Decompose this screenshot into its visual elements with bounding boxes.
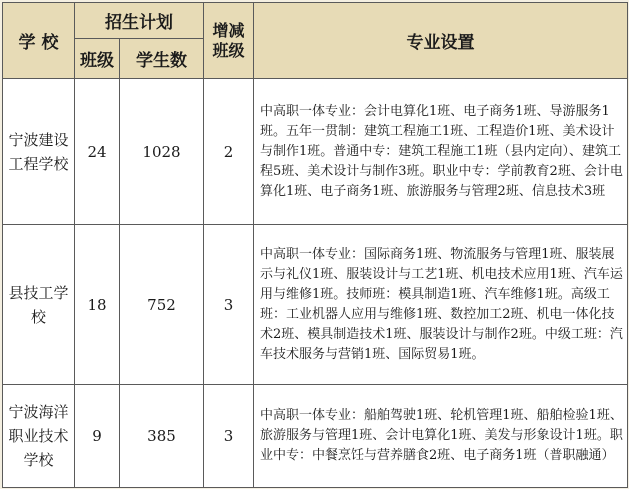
table-row [3,79,628,225]
major-list: 中高职一体专业：国际商务1班、物流服务与管理1班、服装展示与礼仪1班、服装设计与工艺1班、机电技术应用1班、汽车运用与维修1班。技师班：模具制造1班、汽车维修1班。高级工班：工业机器人应用与维修1班、数控加工2班、机电一体化技术2班、模具制造技术1班、服装设计与制作2班。中级工班：汽车技术服务与营销1班、国际贸易1班。 [254,225,628,385]
header-change-line2: 班级 [212,40,245,60]
major-list: 中高职一体专业：会计电算化1班、电子商务1班、导游服务1班。五年一贯制：建筑工程施工1班、工程造价1班、美术设计与制作1班。普通中专：建筑工程施工1班（县内定向）、建筑工程5班、美术设计与制作3班。职业中专：学前教育2班、会计电算化1班、电子商务1班、旅游服务与管理2班、信息技术3班 [254,79,628,225]
table-row [3,225,628,385]
school-name: 宁波建设工程学校 [3,79,75,225]
class-count: 18 [75,225,120,385]
class-change: 3 [204,225,254,385]
school-name: 宁波海洋职业技术学校 [3,385,75,488]
school-name: 县技工学校 [3,225,75,385]
header-school: 学 校 [3,3,75,79]
header-plan: 招生计划 [75,3,204,39]
table-row [3,385,628,488]
major-list: 中高职一体专业：船舶驾驶1班、轮机管理1班、船舶检验1班、旅游服务与管理1班、会计电算化1班、美发与形象设计1班。职业中专：中餐烹饪与营养膳食2班、电子商务1班（普职融通） [254,385,628,488]
student-count: 385 [120,385,204,488]
header-majors: 专业设置 [254,3,628,79]
header-change-line1: 增减 [212,20,245,40]
student-count: 752 [120,225,204,385]
enrollment-table [2,2,628,488]
class-change: 2 [204,79,254,225]
header-students: 学生数 [120,39,204,79]
class-change: 3 [204,385,254,488]
header-classes: 班级 [75,39,120,79]
class-count: 9 [75,385,120,488]
student-count: 1028 [120,79,204,225]
header-change [204,3,254,79]
class-count: 24 [75,79,120,225]
